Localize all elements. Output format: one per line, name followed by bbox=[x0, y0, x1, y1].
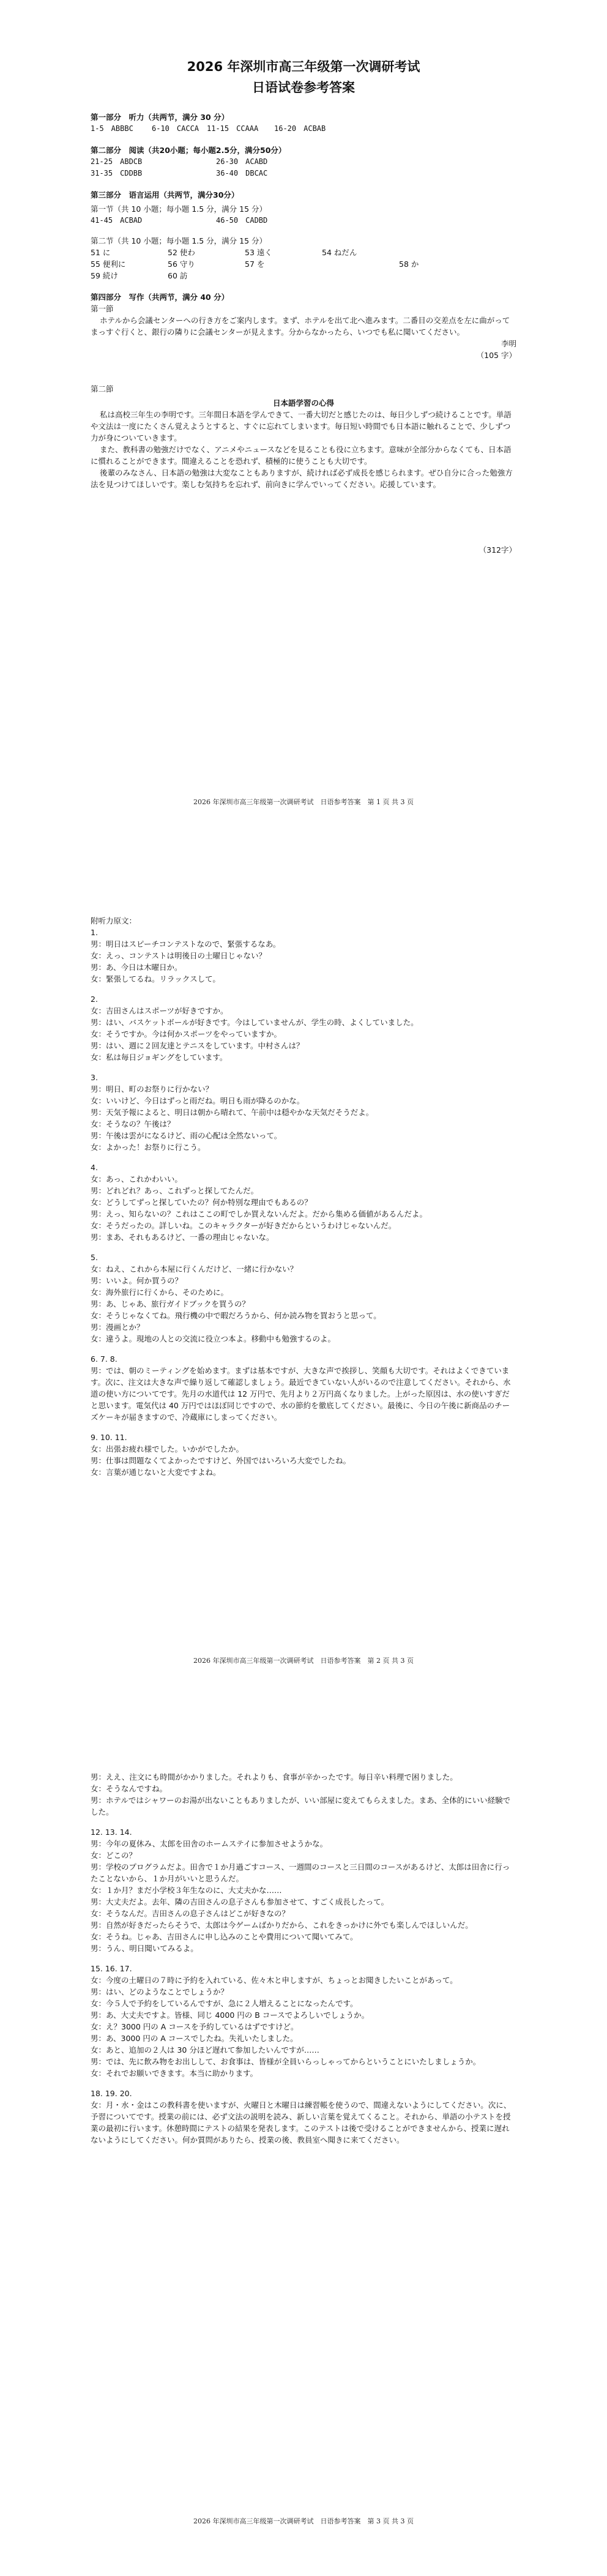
answer-group: 26-30 ACABD bbox=[216, 157, 268, 166]
part2-heading: 第二部分 阅读（共20小题；每小题2.5分，满分50分） bbox=[91, 146, 286, 155]
page-3-content bbox=[91, 1771, 516, 2146]
page-2-content bbox=[91, 915, 516, 1478]
answer-group: 36-40 DBCAC bbox=[216, 169, 268, 177]
part3-section2-row-1 bbox=[91, 247, 516, 258]
page-footer: 2026 年深圳市高三年级第一次调研考试 日语参考答案 第 2 页 共 3 页 bbox=[193, 1657, 414, 1665]
dialogue-line: 男：大丈夫だよ。去年、隣の吉田さんの息子さんも参加させて、すごく成長したって。 bbox=[91, 1897, 389, 1906]
dialogue-line: 女：そうなんですね。 bbox=[91, 1784, 168, 1793]
dialogue-line: 女：緊張してるね。リラックスして。 bbox=[91, 974, 220, 984]
listening-item-2 bbox=[91, 993, 516, 1063]
listening-item-12-14 bbox=[91, 1826, 516, 1954]
listening-item-9-11 bbox=[91, 1432, 516, 1478]
dialogue-line: 男：はい、バスケットボールが好きです。今はしていませんが、学生の時、よくしていました。 bbox=[91, 1018, 419, 1027]
part3-section2-note: 第二节（共 10 小题；每小题 1.5 分，满分 15 分） bbox=[91, 236, 267, 245]
item-number: 5. bbox=[91, 1253, 98, 1262]
dialogue-line: 女：そうなの？午後は？ bbox=[91, 1119, 175, 1129]
dialogue-line: 男：仕事は問題なくてよかったですけど、外国ではいろいろ大変でしたね。 bbox=[91, 1456, 351, 1465]
monologue: 女：月・水・金はこの教科書を使いますが、火曜日と木曜日は練習帳を使うので、間違えないようにしてください。次に、予習についてです。授業の前には、必ず文法の説明を読み、新しい言葉を覚えてくること。それから、単語の小テストを授業の最初に行います。休憩時間にテストの結果を発表します。このテストは後で受けることができませんから、授業に遅れないようにしてください。何か質問がありたら、授業の後、教員室へ聞きに来てください。 bbox=[91, 2100, 512, 2145]
fill-answer: 58 か bbox=[399, 259, 419, 269]
fill-answer: 57 を bbox=[245, 259, 265, 269]
page-footer: 2026 年深圳市高三年级第一次调研考试 日语参考答案 第 3 页 共 3 页 bbox=[193, 2517, 414, 2525]
dialogue-line: 男：まあ、それもあるけど、一番の理由じゃないな。 bbox=[91, 1233, 274, 1242]
dialogue-line: 女：違うよ。現地の人との交流に役立つ本よ。移動中も勉強するのよ。 bbox=[91, 1334, 336, 1343]
dialogue-line: 女：えっ、コンテストは明後日の土曜日じゃない？ bbox=[91, 951, 267, 960]
item-number: 18. 19. 20. bbox=[91, 2089, 132, 2098]
section1-char-count: （105 字） bbox=[476, 351, 516, 360]
dialogue-line: 女：あと、追加の２人は 30 分ほど遅れて参加したいんですが…… bbox=[91, 2045, 319, 2055]
part1-heading: 第一部分 听力（共两节，满分 30 分） bbox=[91, 113, 229, 122]
part3-heading: 第三部分 语言运用（共两节，满分30分） bbox=[91, 190, 239, 200]
page-footer: 2026 年深圳市高三年级第一次调研考试 日语参考答案 第 1 页 共 3 页 bbox=[193, 798, 414, 806]
dialogue-line: 女：今度の土曜日の７時に予約を入れている、佐々木と申しますが、ちょっとお聞きしたいことがあって。 bbox=[91, 1976, 458, 1985]
item-number: 15. 16. 17. bbox=[91, 1964, 132, 1973]
dialogue-line: 男：漫画とか？ bbox=[91, 1323, 144, 1332]
fill-answer: 54 ねだん bbox=[322, 248, 357, 257]
exam-title: 2026 年深圳市高三年级第一次调研考试 bbox=[187, 59, 420, 74]
part4-section2-label: 第二節 bbox=[91, 384, 114, 394]
dialogue-line: 男：今年の夏休み、太郎を田舎のホームステイに参加させようかな。 bbox=[91, 1839, 328, 1848]
dialogue-line: 女：１か月？まだ小学校３年生なのに、大丈夫かな…… bbox=[91, 1886, 282, 1895]
fill-answer: 59 続け bbox=[91, 271, 118, 280]
section2-char-count: （312字） bbox=[479, 545, 516, 554]
dialogue-line: 男：はい、どのようなことでしょうか？ bbox=[91, 1987, 229, 1996]
dialogue-line: 女：よかった！お祭りに行こう。 bbox=[91, 1143, 206, 1152]
dialogue-line: 男：いいよ。何か買うの？ bbox=[91, 1276, 183, 1285]
dialogue-line: 女：そうじゃなくてね。飛行機の中で暇だろうから、何か読み物を買おうと思って。 bbox=[91, 1311, 381, 1320]
dialogue-line: 男：午後は雲がになるけど、雨の心配は全然ないって。 bbox=[91, 1131, 282, 1140]
dialogue-line: 男：明日、町のお祭りに行かない？ bbox=[91, 1085, 214, 1094]
dialogue-line: 男：学校のプログラムだよ。田舎で１か月過ごすコース、一週間のコースと三日間のコースがあるけど、太郎は田舎に行ったことないから、１か月がいいと思うんだ。 bbox=[91, 1862, 510, 1883]
fill-answer: 53 遠く bbox=[245, 248, 272, 257]
part3-section2-row-3 bbox=[91, 270, 516, 282]
dialogue-line: 男：天気予報によると、明日は朝から晴れて、午前中は穏やかな天気だそうだよ。 bbox=[91, 1108, 374, 1117]
dialogue-line: 女：出張お疲れ様でした。いかがでしたか。 bbox=[91, 1444, 244, 1454]
dialogue-line: 男：うん、明日聞いてみるよ。 bbox=[91, 1944, 198, 1953]
part1-answers bbox=[91, 123, 516, 135]
dialogue-line: 男：ホテルではシャワーのお湯が出ないこともありましたが、いい部屋に変えてもらえました。まあ、全体的にいい経験でした。 bbox=[91, 1796, 511, 1816]
answer-group: 16-20 ACBAB bbox=[274, 124, 326, 133]
dialogue-line: 女：吉田さんはスポーツが好きですか。 bbox=[91, 1006, 228, 1015]
answer-key-page-1 bbox=[0, 0, 607, 859]
part2-answers-row-1 bbox=[91, 156, 516, 168]
item-number: 4. bbox=[91, 1163, 98, 1172]
dialogue-line: 男：はい、週に２回友達とテニスをしています。中村さんは？ bbox=[91, 1041, 304, 1050]
dialogue-line: 女：そうね。じゃあ、吉田さんに申し込みのことや費用について聞いてみて。 bbox=[91, 1932, 358, 1941]
listening-item-6-8 bbox=[91, 1353, 516, 1423]
signature: 李明 bbox=[501, 339, 516, 348]
dialogue-line: 女：今５人で予約をしているんですが、急に２人増えることになったんです。 bbox=[91, 1999, 358, 2008]
part4-heading: 第四部分 写作（共两节，满分 40 分） bbox=[91, 293, 229, 302]
dialogue-line: 男：ええ、注文にも時間がかかりました。それよりも、食事が辛かったです。毎日辛い料理で困りました。 bbox=[91, 1772, 458, 1782]
part4-section1-answer: ホテルから会議センターへの行き方をご案内します。まず、ホテルを出て北へ進みます。二番目の交差点を左に曲がってまっすぐ行くと、銀行の隣りに会議センターが見えます。分からなかったら、いつでも私に聞いてください。 bbox=[91, 316, 510, 337]
item-number: 3. bbox=[91, 1073, 98, 1082]
answer-key-page-3 bbox=[0, 1717, 607, 2576]
dialogue-line: 男：明日はスピーチコンテストなので、緊張するなあ。 bbox=[91, 939, 281, 949]
dialogue-line: 男：えっ、知らないの？これはここの町でしか買えないんだよ。だから集める価値があるんだよ。 bbox=[91, 1209, 428, 1219]
item-number: 6. 7. 8. bbox=[91, 1354, 117, 1364]
answer-group: 31-35 CDDBB bbox=[91, 169, 143, 177]
dialogue-line: 女：どこの？ bbox=[91, 1851, 137, 1860]
part4-section1-label: 第一節 bbox=[91, 304, 114, 313]
listening-item-5 bbox=[91, 1252, 516, 1345]
essay-paragraph: また、教科書の勉強だけでなく、アニメやニュースなどを見ることも役に立ちます。意味が全部分からなくても、日本語に慣れることができます。間違えることを恐れず、積極的に使うことも大切です。 bbox=[91, 445, 512, 466]
monologue: 男：では、朝のミーティングを始めます。まずは基本ですが、大きな声で挨拶し、笑顔も大切です。それはよくできています。次に、注文は大きな声で繰り返して確認しましょう。最近できていない人がいるので注意してください。それから、水道の使い方についてです。先月の水道代は 12 万円で、先月より２万円高くなりました。上がった原因は、水の使いすぎだと思います。電気代は 40 万円ではほぼ同じですので、水の節約を徹底してください。最後に、今日の午後に新商品のチーズケーキが届きますので、冷蔵庫にしまってください。 bbox=[91, 1366, 511, 1422]
essay-paragraph: 私は高校三年生の李明です。三年間日本語を学んできて、一番大切だと感じたのは、毎日少しずつ続けることです。単語や文法は一度にたくさん覚えようとすると、すぐに忘れてしまいます。毎日短い時間でも日本語に触れることで、少しずつ力が身についていきます。 bbox=[91, 410, 512, 442]
page-1-content bbox=[91, 56, 516, 556]
answer-group: 6-10 CACCA bbox=[152, 124, 199, 133]
answer-group: 41-45 ACBAD bbox=[91, 216, 143, 225]
listening-item-15-17 bbox=[91, 1963, 516, 2079]
listening-script-heading: 附听力原文： bbox=[91, 916, 137, 925]
part3-section1-answers bbox=[91, 215, 516, 226]
answer-group: 21-25 ABDCB bbox=[91, 157, 143, 166]
part3-section2-row-2 bbox=[91, 258, 516, 270]
dialogue-line: 女：あっ、これかわいい。 bbox=[91, 1174, 182, 1184]
dialogue-line: 女：そうなんだ。吉田さんの息子さんはどこが好きなの？ bbox=[91, 1909, 290, 1918]
dialogue-line: 女：そうだったの。詳しいね。このキャラクターが好きだからというわけじゃないんだ。 bbox=[91, 1221, 397, 1230]
dialogue-line: 女：それでお願いできます。本当に助かります。 bbox=[91, 2069, 258, 2078]
answer-group: 1-5 ABBBC bbox=[91, 124, 133, 133]
fill-answer: 56 守り bbox=[168, 259, 195, 269]
dialogue-line: 男：では、先に飲み物をお出しして、お食事は、皆様が全員いらっしゃってからということにいたしましょうか。 bbox=[91, 2057, 481, 2066]
item-number: 9. 10. 11. bbox=[91, 1433, 127, 1442]
item-number: 1. bbox=[91, 928, 98, 937]
fill-answer: 52 使わ bbox=[168, 248, 195, 257]
listening-item-18-20 bbox=[91, 2088, 516, 2146]
item-number: 12. 13. 14. bbox=[91, 1827, 132, 1837]
answer-key-page-2 bbox=[0, 859, 607, 1717]
dialogue-line: 女：いいけど、今日はずっと雨だね。明日も雨が降るのかな。 bbox=[91, 1096, 305, 1105]
fill-answer: 51 に bbox=[91, 248, 111, 257]
dialogue-line: 女：そうですか。今は何かスポーツをやっていますか。 bbox=[91, 1029, 282, 1039]
dialogue-line: 女：私は毎日ジョギングをしています。 bbox=[91, 1053, 228, 1062]
dialogue-line: 男：あ、今日は木曜日か。 bbox=[91, 963, 182, 972]
dialogue-line: 女：海外旅行に行くから、そのために。 bbox=[91, 1288, 229, 1297]
fill-answer: 55 便利に bbox=[91, 259, 126, 269]
answer-group: 46-50 CADBD bbox=[216, 216, 268, 225]
answer-group: 11-15 CCAAA bbox=[207, 124, 259, 133]
listening-item-4 bbox=[91, 1162, 516, 1243]
part3-section1-note: 第一节（共 10 小题；每小题 1.5 分，满分 15 分） bbox=[91, 204, 267, 214]
dialogue-line: 男：自然が好きだったらそうで、太郎は今ゲームばかりだから、これをきっかけに外でも楽しんでほしいんだ。 bbox=[91, 1921, 473, 1930]
fill-answer: 60 訪 bbox=[168, 271, 188, 280]
listening-item-9-11-continued bbox=[91, 1771, 516, 1818]
dialogue-line: 女：え？3000 円の A コースを予約しているはずですけど。 bbox=[91, 2022, 299, 2031]
dialogue-line: 男：あ、大丈夫ですよ。皆様、同じ 4000 円の B コースでよろしいでしょうか。 bbox=[91, 2010, 370, 2020]
dialogue-line: 男：あ、じゃあ、旅行ガイドブックを買うの？ bbox=[91, 1299, 250, 1309]
exam-subtitle: 日语试卷参考答案 bbox=[252, 80, 355, 95]
essay-paragraph: 後輩のみなさん、日本語の勉強は大変なこともありますが、続ければ必ず成長を感じられます。ぜひ自分に合った勉強方法を見つけてほしいです。楽しむ気持ちを忘れず、前向きに学んでいってください。応援しています。 bbox=[91, 468, 513, 489]
essay-title: 日本語学習の心得 bbox=[272, 398, 334, 408]
dialogue-line: 男：あ、3000 円の A コースでしたね。失礼いたしました。 bbox=[91, 2034, 298, 2043]
listening-item-3 bbox=[91, 1072, 516, 1153]
dialogue-line: 男：どれどれ？あっ、これずっと探してたんだ。 bbox=[91, 1186, 259, 1195]
dialogue-line: 女：どうしてずっと探していたの？何か特別な理由でもあるの？ bbox=[91, 1198, 312, 1207]
item-number: 2. bbox=[91, 995, 98, 1004]
part2-answers-row-2 bbox=[91, 168, 516, 179]
dialogue-line: 女：ねえ、これから本屋に行くんだけど、一緒に行かない？ bbox=[91, 1264, 298, 1274]
listening-item-1 bbox=[91, 927, 516, 985]
dialogue-line: 女：言葉が通じないと大変ですよね。 bbox=[91, 1468, 221, 1477]
